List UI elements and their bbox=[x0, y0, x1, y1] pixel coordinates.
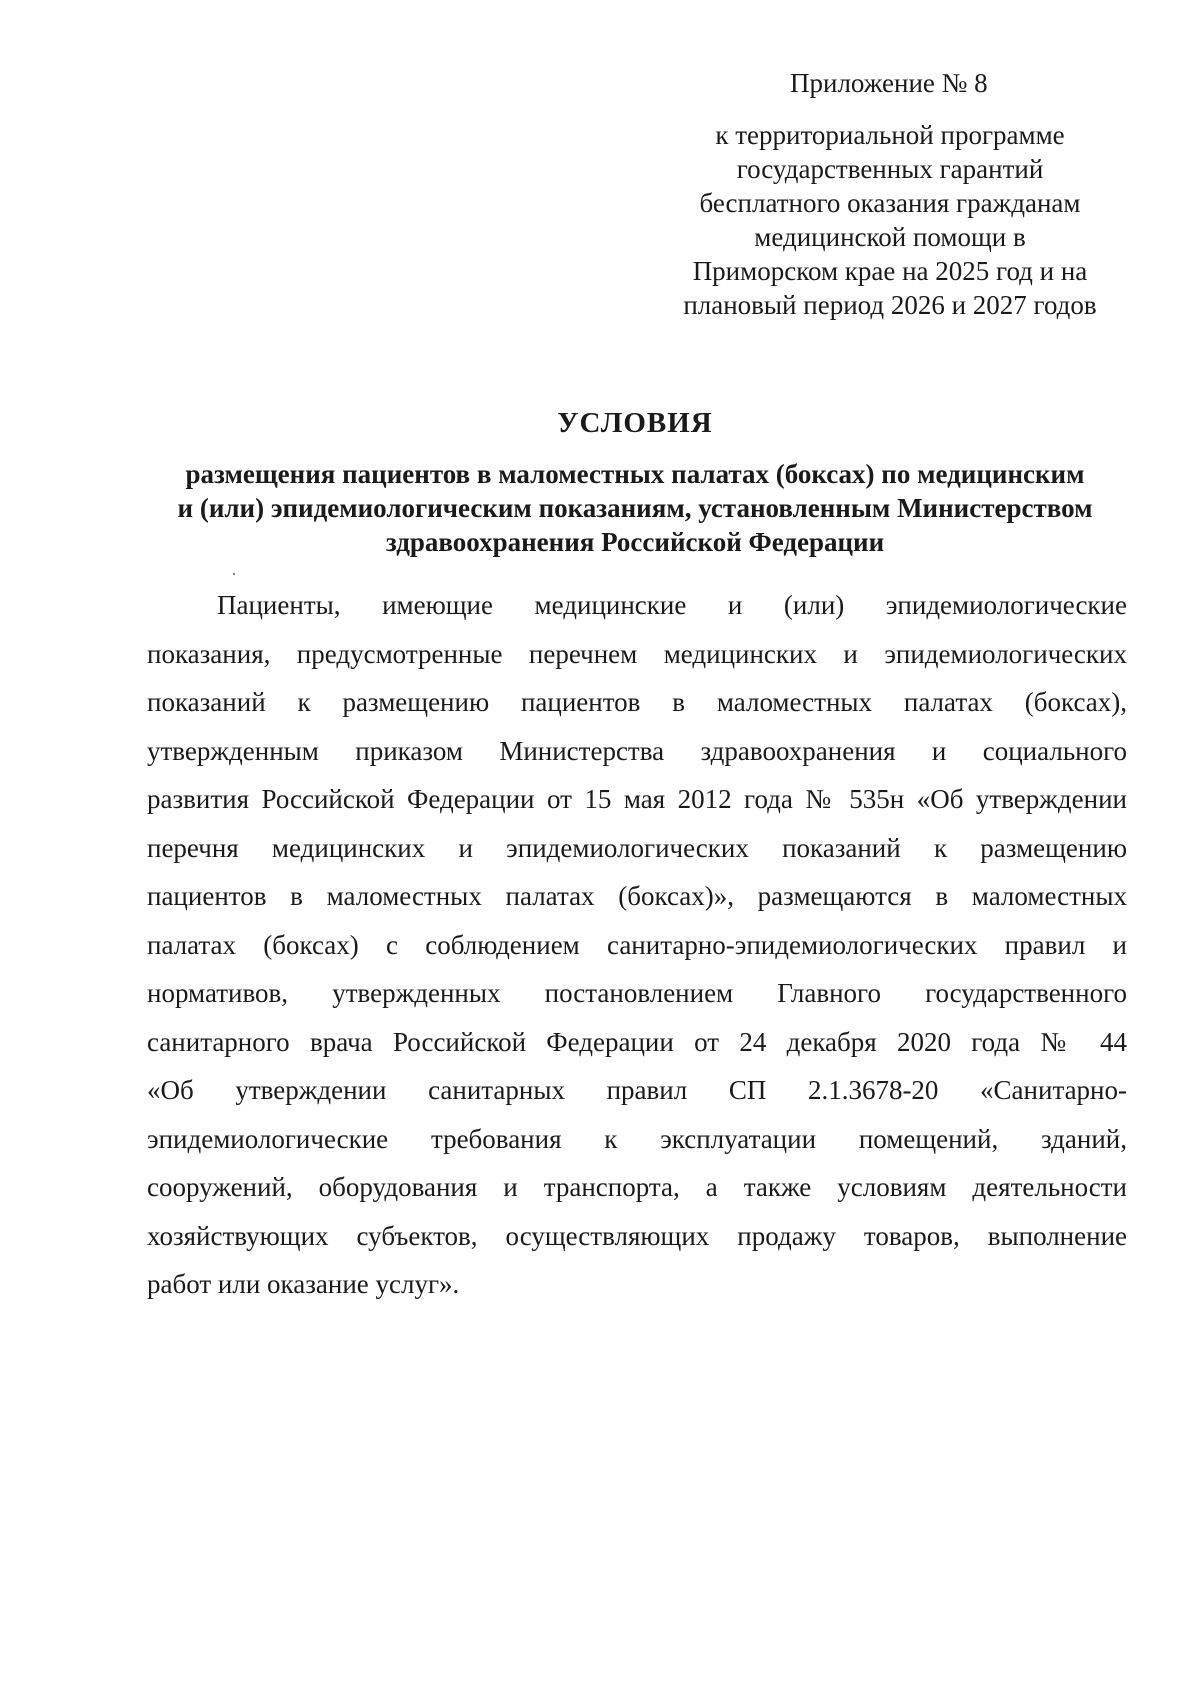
subtitle-line: здравоохранения Российской Федерации bbox=[385, 527, 885, 557]
body-line: развития Российской Федерации от 15 мая 2012 года № 535н «Об утверждении bbox=[147, 784, 1127, 814]
body-line: хозяйствующих субъектов, осуществляющих продажу товаров, выполнение bbox=[147, 1220, 1127, 1251]
document-subtitle bbox=[140, 457, 1130, 559]
annex-reference-line: бесплатного оказания гражданам bbox=[699, 188, 1081, 218]
annex-label: Приложение № 8 bbox=[790, 68, 988, 98]
annex-reference-line: Приморском крае на 2025 год и на bbox=[692, 256, 1088, 286]
body-line: нормативов, утвержденных постановлением Главного государственного bbox=[147, 978, 1127, 1008]
body-line: утвержденным приказом Министерства здравоохранения и социального bbox=[147, 735, 1127, 766]
body-line: санитарного врача Российской Федерации от 24 декабря 2020 года № 44 bbox=[147, 1026, 1127, 1057]
body-line: Пациенты, имеющие медицинские и (или) эпидемиологические bbox=[217, 590, 1127, 620]
body-line: сооружений, оборудования и транспорта, а также условиям деятельности bbox=[147, 1172, 1127, 1202]
subtitle-line: и (или) эпидемиологическим показаниям, установленным Министерством bbox=[177, 493, 1093, 523]
subtitle-line: размещения пациентов в маломестных палатах (боксах) по медицинским bbox=[185, 459, 1085, 489]
body-line: показания, предусмотренные перечнем медицинских и эпидемиологических bbox=[147, 638, 1127, 669]
body-line: пациентов в маломестных палатах (боксах)», размещаются в маломестных bbox=[147, 881, 1127, 911]
body-line: работ или оказание услуг». bbox=[147, 1269, 460, 1299]
annex-reference-line: государственных гарантий bbox=[736, 154, 1044, 184]
body-paragraph bbox=[147, 588, 1127, 1316]
scan-artifact-dot bbox=[233, 573, 235, 575]
body-line: показаний к размещению пациентов в маломестных палатах (боксах), bbox=[147, 687, 1127, 717]
annex-reference-line: плановый период 2026 и 2027 годов bbox=[683, 290, 1097, 320]
body-line: «Об утверждении санитарных правил СП 2.1.3678-20 «Санитарно- bbox=[147, 1075, 1127, 1105]
annex-reference bbox=[650, 118, 1130, 322]
body-line: эпидемиологические требования к эксплуатации помещений, зданий, bbox=[147, 1123, 1127, 1154]
annex-reference-line: к территориальной программе bbox=[715, 120, 1065, 150]
body-line: перечня медицинских и эпидемиологических показаний к размещению bbox=[147, 832, 1127, 863]
body-line: палатах (боксах) с соблюдением санитарно-эпидемиологических правил и bbox=[147, 929, 1127, 960]
annex-reference-line: медицинской помощи в bbox=[754, 222, 1026, 252]
document-title: УСЛОВИЯ bbox=[557, 407, 713, 439]
